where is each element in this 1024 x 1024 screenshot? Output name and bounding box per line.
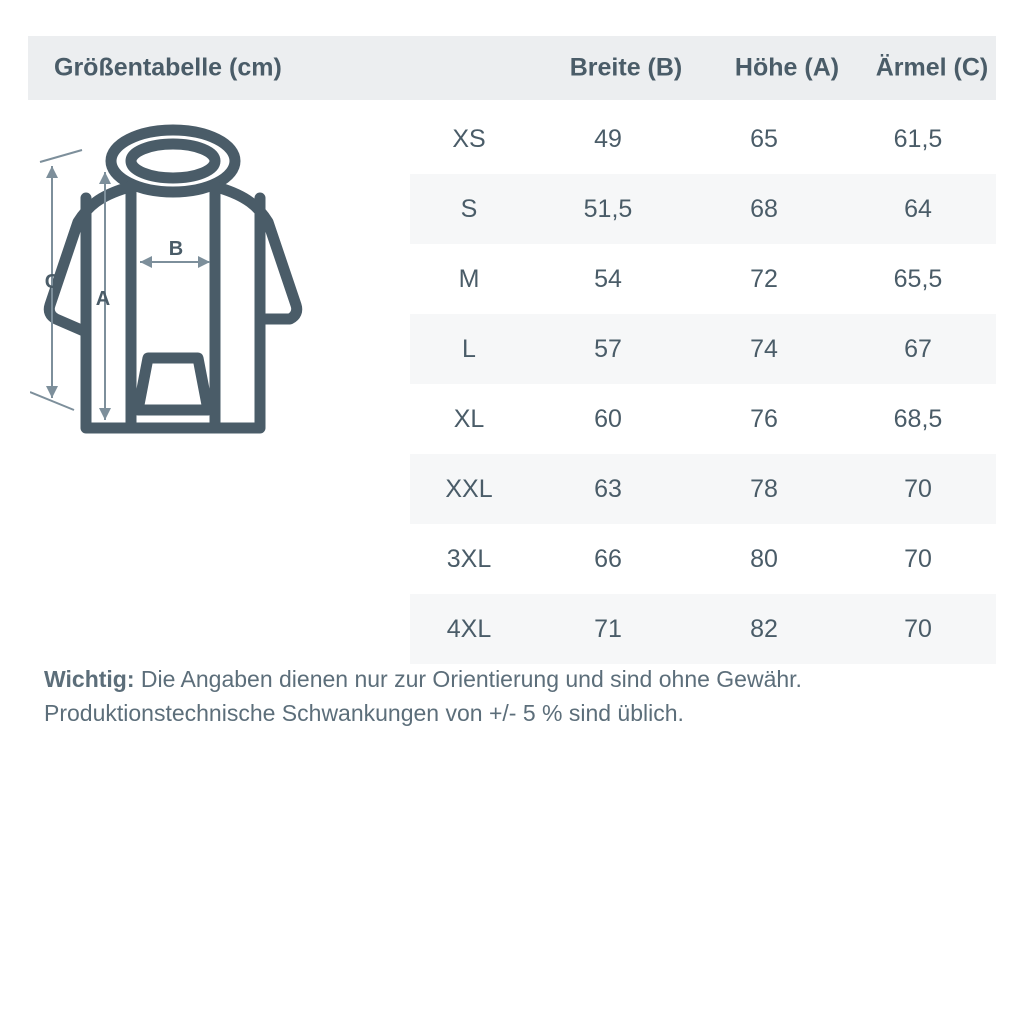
cell-sleeve: 61,5 [893, 124, 943, 153]
cell-size: XL [453, 404, 485, 433]
table-row [410, 384, 996, 454]
page-title: Größentabelle (cm) [54, 53, 282, 82]
cell-size: XXL [445, 474, 493, 503]
cell-size: L [462, 334, 476, 363]
cell-width: 60 [594, 404, 622, 433]
note-label: Wichtig: [44, 666, 135, 692]
cell-height: 74 [750, 334, 778, 363]
cell-height: 78 [750, 474, 778, 503]
cell-size: S [460, 194, 478, 223]
note-line-2: Produktionstechnische Schwankungen von +/- 5 % sind üblich. [44, 700, 684, 726]
cell-height: 82 [750, 614, 778, 643]
table-row [410, 174, 996, 244]
table-row [410, 594, 996, 664]
cell-height: 72 [750, 264, 778, 293]
column-header-width: Breite (B) [569, 53, 683, 82]
cell-width: 71 [594, 614, 622, 643]
width-label: B [168, 238, 184, 260]
height-label: A [95, 288, 111, 310]
cell-sleeve: 64 [904, 194, 932, 223]
hoodie-diagram [30, 110, 410, 460]
cell-width: 57 [594, 334, 622, 363]
cell-height: 80 [750, 544, 778, 573]
cell-sleeve: 70 [904, 544, 932, 573]
note-line-1: Die Angaben dienen nur zur Orientierung und sind ohne Gewähr. [134, 666, 802, 692]
cell-width: 66 [594, 544, 622, 573]
cell-size: XS [452, 124, 486, 153]
cell-sleeve: 70 [904, 474, 932, 503]
table-row [410, 244, 996, 314]
column-header-height: Höhe (A) [734, 53, 840, 82]
table-row [410, 314, 996, 384]
cell-size: 4XL [446, 614, 492, 643]
cell-width: 54 [594, 264, 622, 293]
cell-sleeve: 65,5 [893, 264, 943, 293]
cell-sleeve: 67 [904, 334, 932, 363]
table-header [28, 36, 996, 100]
cell-size: 3XL [446, 544, 492, 573]
cell-height: 65 [750, 124, 778, 153]
table-row [410, 104, 996, 174]
cell-width: 63 [594, 474, 622, 503]
column-header-sleeve: Ärmel (C) [875, 53, 989, 82]
hoodie-icon [49, 130, 297, 428]
cell-height: 68 [750, 194, 778, 223]
cell-width: 51,5 [583, 194, 633, 223]
table-row [410, 524, 996, 594]
table-row [410, 454, 996, 524]
cell-sleeve: 70 [904, 614, 932, 643]
cell-height: 76 [750, 404, 778, 433]
sleeve-label: C [44, 271, 60, 293]
disclaimer-note [44, 662, 994, 730]
cell-width: 49 [594, 124, 622, 153]
cell-sleeve: 68,5 [893, 404, 943, 433]
cell-size: M [458, 264, 480, 293]
size-table-body [410, 104, 996, 664]
